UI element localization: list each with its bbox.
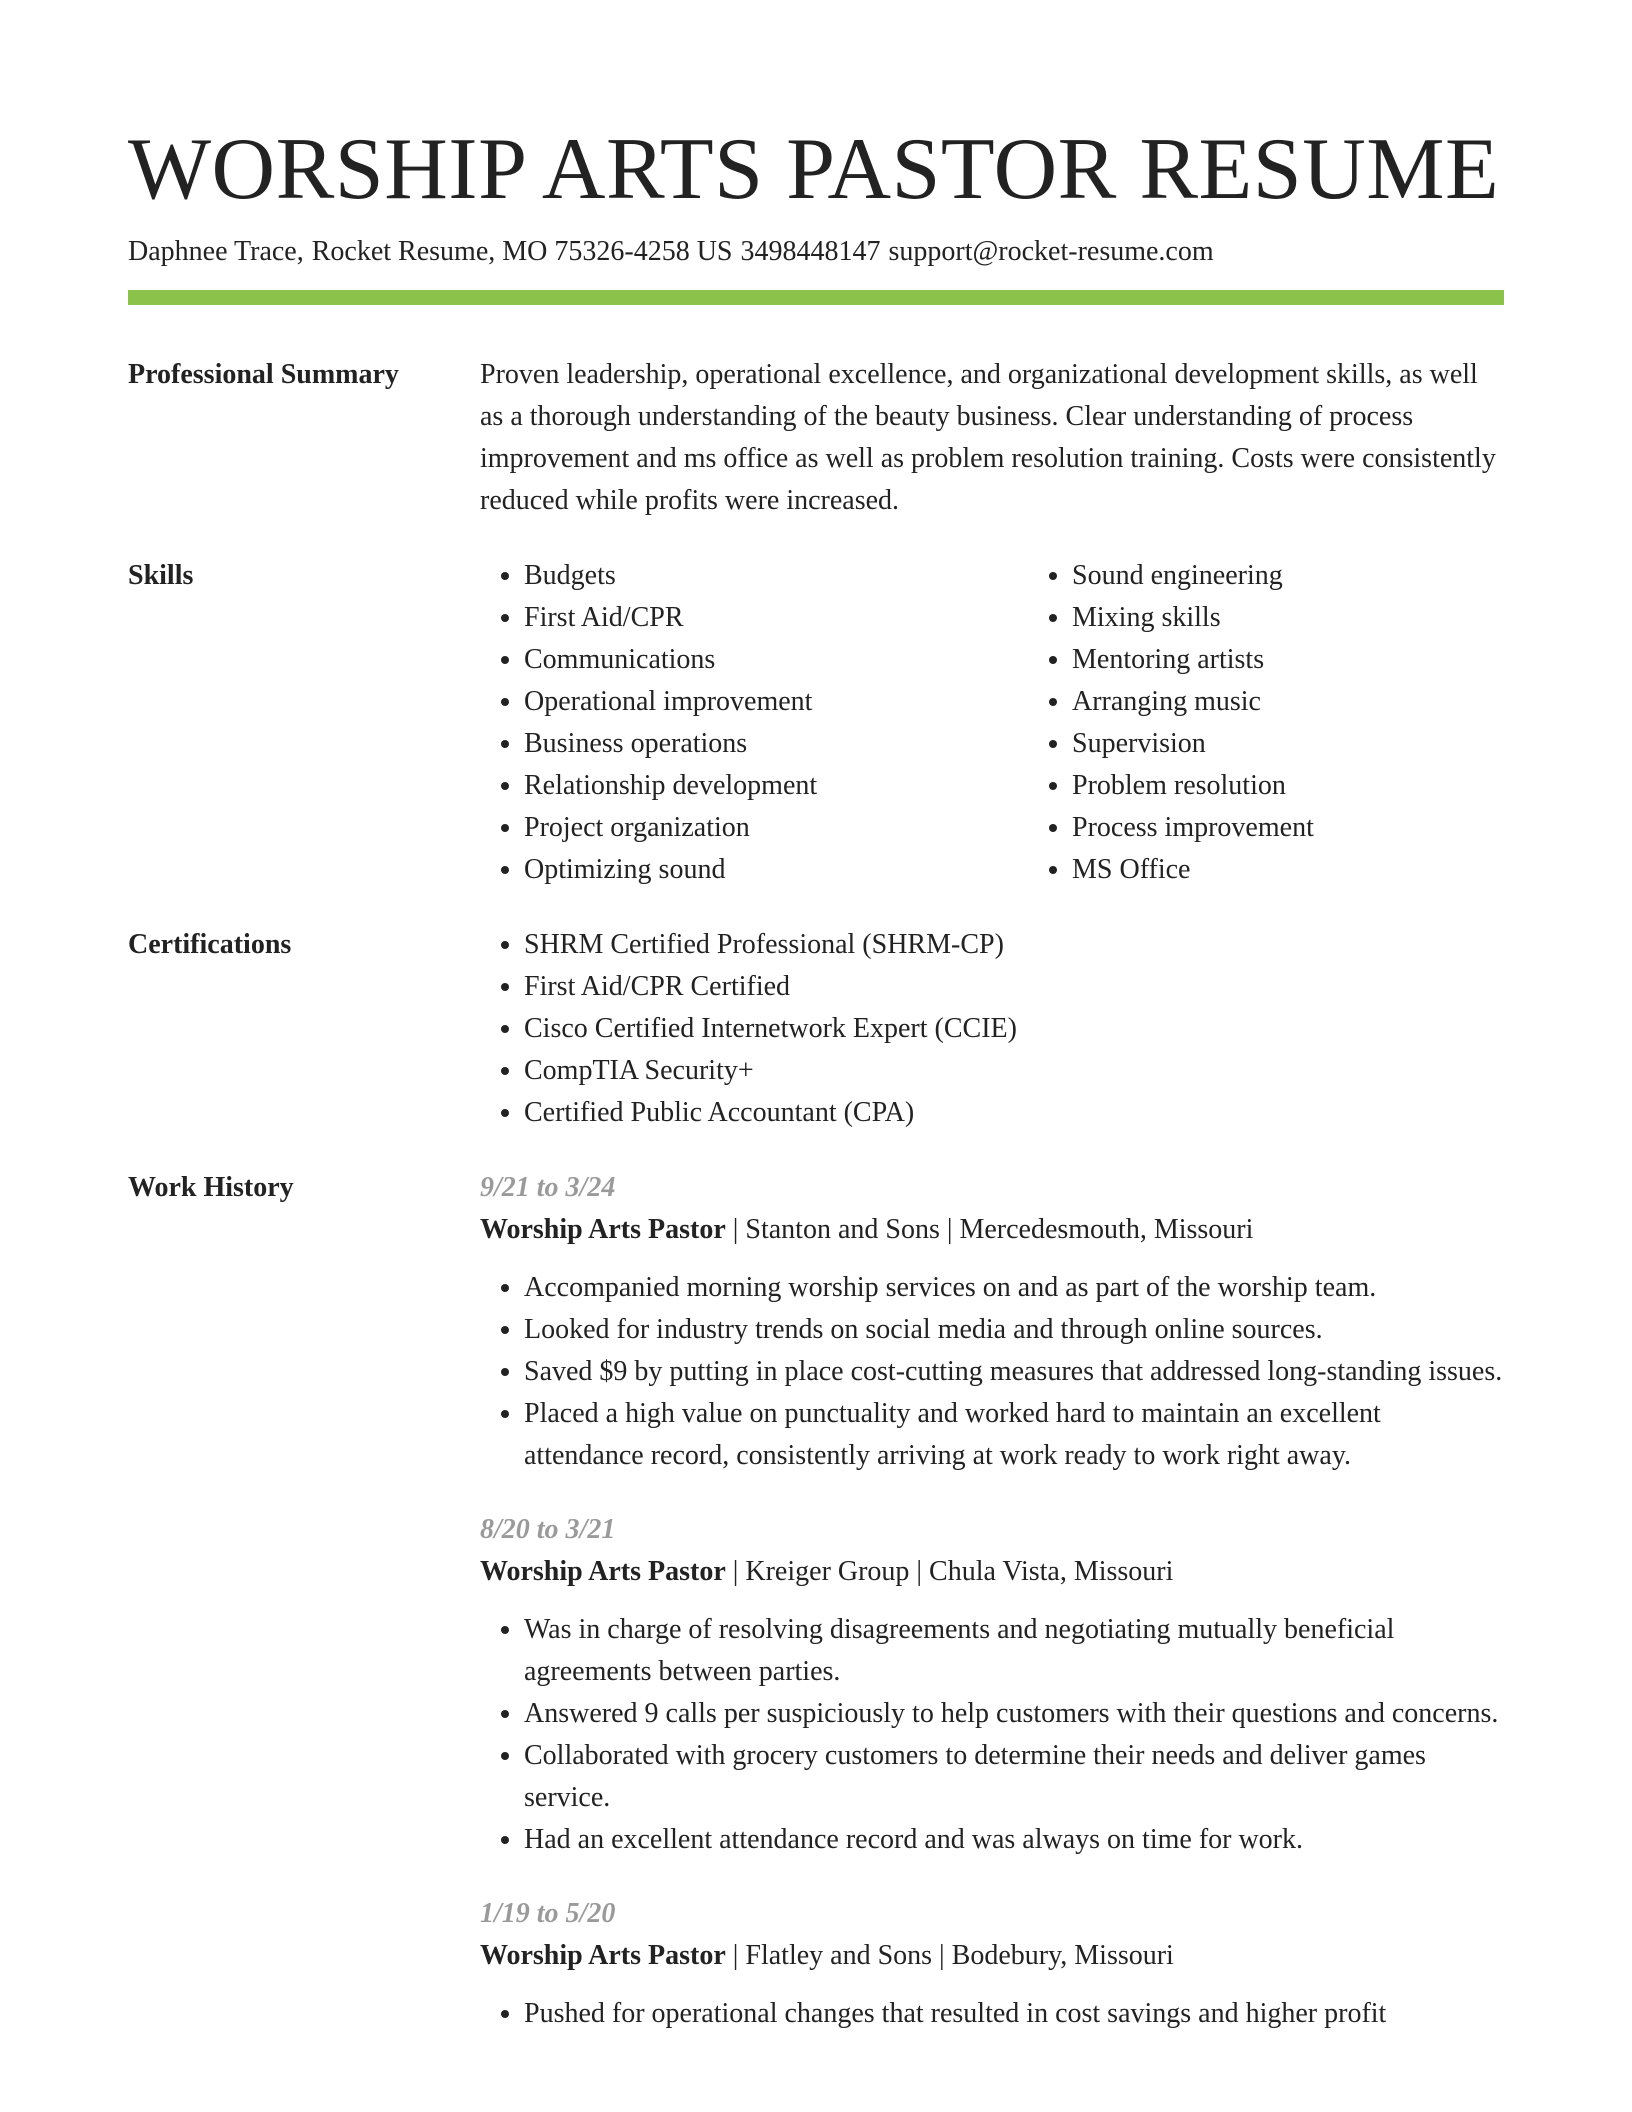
certifications-body — [480, 924, 1504, 1134]
summary-section — [128, 354, 1504, 522]
skills-heading: Skills — [128, 560, 194, 591]
skill-item: • Mentoring artists — [1072, 639, 1504, 681]
skill-item: • Mixing skills — [1072, 597, 1504, 639]
job-entry — [480, 1893, 1504, 2035]
skill-item: • Arranging music — [1072, 681, 1504, 723]
contact-location: Rocket Resume, MO 75326-4258 US — [311, 236, 733, 267]
skill-item: • Relationship development — [524, 765, 1028, 807]
certification-item: • CompTIA Security+ — [524, 1050, 1504, 1092]
job-role: Worship Arts Pastor — [480, 1940, 726, 1971]
job-company-location: | Kreiger Group | Chula Vista, Missouri — [725, 1556, 1174, 1587]
job-bullets — [480, 1267, 1504, 1477]
accent-divider — [128, 290, 1504, 305]
skill-item: • Business operations — [524, 723, 1028, 765]
job-bullet: • Looked for industry trends on social media and through online sources. — [524, 1309, 1504, 1351]
job-bullet: • Pushed for operational changes that resulted in cost savings and higher profit — [524, 1993, 1504, 2035]
job-dates: 1/19 to 5/20 — [480, 1898, 616, 1929]
skill-item: • Budgets — [524, 555, 1028, 597]
work-history-section — [128, 1167, 1504, 2035]
job-role: Worship Arts Pastor — [480, 1556, 726, 1587]
work-history-heading: Work History — [128, 1172, 294, 1203]
skill-item: • Problem resolution — [1072, 765, 1504, 807]
skills-columns — [480, 555, 1504, 891]
summary-heading: Professional Summary — [128, 359, 399, 390]
job-entry — [480, 1509, 1504, 1861]
job-bullet: • Was in charge of resolving disagreements and negotiating mutually beneficial agreements between parties. — [524, 1609, 1504, 1693]
skill-item: • Optimizing sound — [524, 849, 1028, 891]
certifications-list — [480, 924, 1504, 1134]
job-bullet: • Collaborated with grocery customers to determine their needs and deliver games service. — [524, 1735, 1504, 1819]
job-dates: 9/21 to 3/24 — [480, 1172, 616, 1203]
job-title-line — [480, 1209, 1504, 1251]
job-company-location: | Flatley and Sons | Bodebury, Missouri — [725, 1940, 1174, 1971]
job-role: Worship Arts Pastor — [480, 1214, 726, 1245]
job-title-line — [480, 1935, 1504, 1977]
work-history-body — [480, 1167, 1504, 2035]
job-entry — [480, 1167, 1504, 1477]
job-bullets — [480, 1609, 1504, 1861]
job-bullet: • Had an excellent attendance record and was always on time for work. — [524, 1819, 1504, 1861]
skill-item: • MS Office — [1072, 849, 1504, 891]
job-bullet: • Accompanied morning worship services on and as part of the worship team. — [524, 1267, 1504, 1309]
certification-item: • SHRM Certified Professional (SHRM-CP) — [524, 924, 1504, 966]
contact-name: Daphnee Trace, — [128, 236, 304, 267]
skill-item: • Sound engineering — [1072, 555, 1504, 597]
certification-item: • Certified Public Accountant (CPA) — [524, 1092, 1504, 1134]
certifications-section — [128, 924, 1504, 1134]
skills-list-left — [480, 555, 1028, 891]
skills-list-right — [1028, 555, 1504, 891]
contact-line — [128, 234, 1504, 270]
skill-item: • Operational improvement — [524, 681, 1028, 723]
certification-item: • First Aid/CPR Certified — [524, 966, 1504, 1008]
skill-item: • Supervision — [1072, 723, 1504, 765]
job-bullets — [480, 1993, 1504, 2035]
skill-item: • First Aid/CPR — [524, 597, 1028, 639]
job-bullet: • Placed a high value on punctuality and worked hard to maintain an excellent attendance record, consistently arriving at work ready to work right away. — [524, 1393, 1504, 1477]
skill-item: • Process improvement — [1072, 807, 1504, 849]
page-title: WORSHIP ARTS PASTOR RESUME — [128, 121, 1500, 218]
job-bullet: • Saved $9 by putting in place cost-cutting measures that addressed long-standing issues. — [524, 1351, 1504, 1393]
contact-phone: 3498448147 — [740, 236, 881, 267]
job-dates: 8/20 to 3/21 — [480, 1514, 616, 1545]
summary-text: Proven leadership, operational excellence, and organizational development skills, as well as a thorough understanding of the beauty business. Clear understanding of process improvement and ms office as well as problem resolution training. Costs were consistently reduced while profits were increased. — [480, 359, 1496, 516]
skill-item: • Project organization — [524, 807, 1028, 849]
skill-item: • Communications — [524, 639, 1028, 681]
job-company-location: | Stanton and Sons | Mercedesmouth, Missouri — [725, 1214, 1254, 1245]
job-bullet: • Answered 9 calls per suspiciously to help customers with their questions and concerns. — [524, 1693, 1504, 1735]
certification-item: • Cisco Certified Internetwork Expert (CCIE) — [524, 1008, 1504, 1050]
job-title-line — [480, 1551, 1504, 1593]
certifications-heading: Certifications — [128, 929, 292, 960]
skills-section — [128, 555, 1504, 891]
contact-email: support@rocket-resume.com — [888, 236, 1214, 267]
